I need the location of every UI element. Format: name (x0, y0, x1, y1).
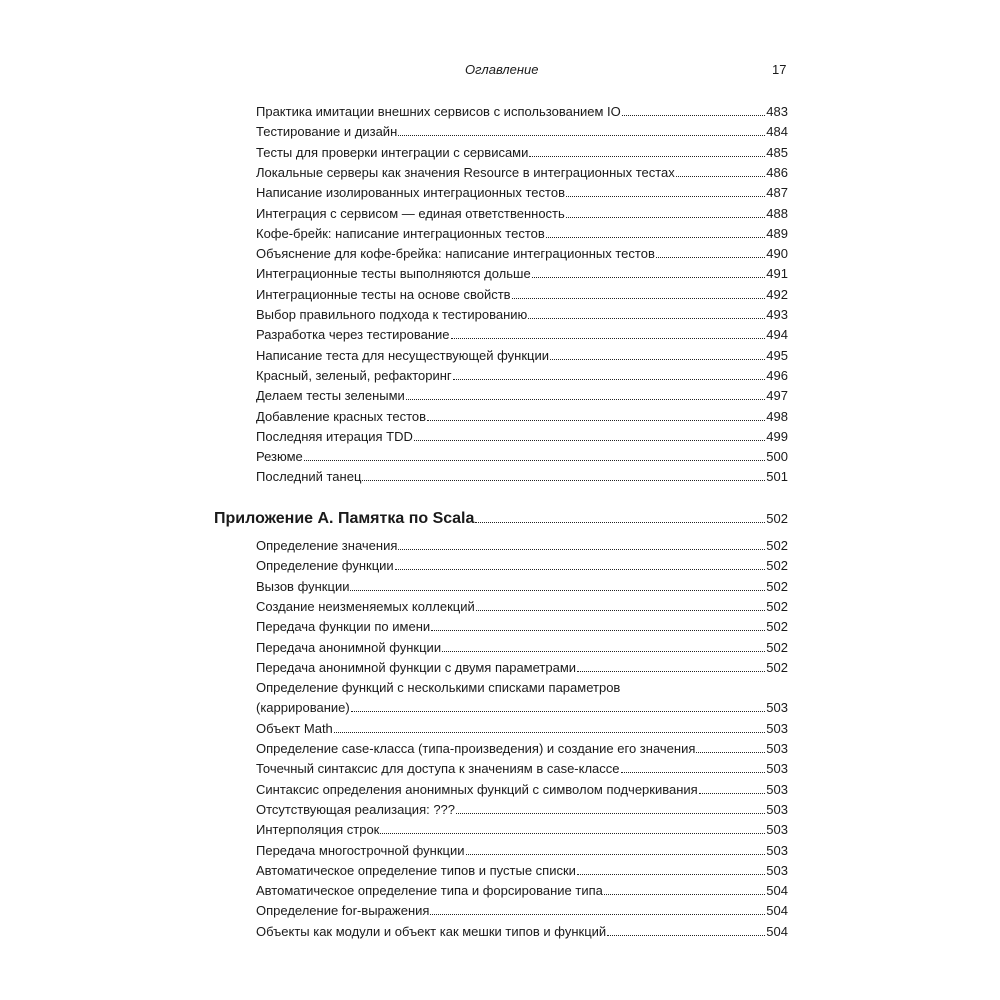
toc-entry (256, 427, 788, 447)
toc-entry-page: 503 (766, 741, 788, 756)
dot-leader (528, 318, 765, 319)
dot-leader (656, 257, 765, 258)
toc-entry-page: 495 (766, 347, 788, 363)
toc-entry (256, 264, 788, 284)
toc-entry-page: 502 (766, 511, 788, 526)
toc-entry-label: Интеграция с сервисом — единая ответственность (256, 205, 565, 221)
toc-entry-page: 502 (766, 598, 788, 614)
dot-leader (453, 379, 766, 380)
toc-entry (256, 719, 788, 739)
dot-leader (566, 217, 766, 218)
toc-entry-label: Интеграционные тесты на основе свойств (256, 286, 511, 302)
toc-entry (256, 366, 788, 386)
toc-entry-page: 502 (766, 639, 788, 655)
toc-entry-page: 503 (766, 842, 788, 858)
toc-entry-page: 502 (766, 538, 788, 553)
toc-entry-page: 502 (766, 619, 788, 635)
dot-leader (476, 610, 766, 611)
toc-entry-page: 502 (766, 558, 788, 574)
toc-entry-page: 499 (766, 428, 788, 444)
toc-entry-page: 502 (766, 578, 788, 594)
toc-entry-label-line1: Определение функций с несколькими списками параметров (256, 680, 621, 696)
toc-entry-label: Делаем тесты зелеными (256, 388, 405, 404)
toc-entry-label: Передача многострочной функции (256, 842, 465, 858)
toc-entry-page: 503 (766, 801, 788, 817)
toc-entry-page: 494 (766, 327, 788, 343)
toc-entry-label: Передача анонимной функции с двумя параметрами (256, 659, 577, 675)
toc-entry-label: Выбор правильного подхода к тестированию (256, 307, 528, 322)
toc-entry-label: Объяснение для кофе-брейка: написание интеграционных тестов (256, 246, 655, 262)
toc-entry-label: Добавление красных тестов (256, 408, 427, 424)
toc-entry (256, 407, 788, 427)
toc-entry-label: Приложение A. Памятка по Scala (214, 510, 475, 527)
toc-entry-page: 487 (766, 185, 788, 201)
toc-entry-label-line2: (каррирование) (256, 700, 350, 716)
toc-entry-label: Автоматическое определение типов и пустые списки (256, 862, 576, 878)
dot-leader (546, 237, 766, 238)
toc-entry-label: Кофе-брейк: написание интеграционных тестов (256, 225, 545, 241)
toc-entry-page: 500 (766, 449, 788, 465)
toc-entry (256, 325, 788, 345)
toc-entry (256, 536, 788, 556)
toc-entry-label: Вызов функции (256, 578, 350, 594)
toc-entry-label: Разработка через тестирование (256, 327, 450, 343)
dot-leader (362, 480, 765, 481)
toc-entry-page: 501 (766, 469, 788, 485)
dot-leader (406, 399, 766, 400)
toc-entry (256, 820, 788, 840)
toc-entry-label: Объекты как модули и объект как мешки типов и функций (256, 923, 607, 939)
dot-leader (334, 732, 766, 733)
toc-entry-page: 503 (766, 700, 788, 716)
toc-entry-label: Интерполяция строк (256, 822, 380, 838)
toc-entry-label: Передача анонимной функции (256, 639, 442, 655)
toc-entry-label: Определение значения (256, 538, 398, 553)
toc-entry (256, 346, 788, 366)
dot-leader (350, 590, 765, 591)
toc-entry-label: Определение функции (256, 558, 394, 574)
toc-entry-page: 503 (766, 781, 788, 797)
toc-entry-label: Определение for-выражения (256, 903, 430, 919)
dot-leader (398, 549, 765, 550)
toc-entry (256, 143, 788, 163)
toc-entry (256, 163, 788, 183)
toc-entry-page: 502 (766, 659, 788, 675)
toc-entry (256, 183, 788, 203)
toc-entry (256, 204, 788, 224)
toc-entry (256, 244, 788, 264)
toc-entry-page: 496 (766, 367, 788, 383)
dot-leader (532, 277, 766, 278)
dot-leader (676, 176, 766, 177)
dot-leader (607, 935, 765, 936)
toc-entry-page: 504 (766, 903, 788, 919)
toc-entry-page: 488 (766, 205, 788, 221)
toc-entry-label: Тестирование и дизайн (256, 124, 398, 140)
dot-leader (512, 298, 766, 299)
running-title: Оглавление (465, 62, 539, 77)
dot-leader (380, 833, 765, 834)
toc-entry-label: Резюме (256, 449, 303, 465)
toc-entry-label: Локальные серверы как значения Resource в интеграционных тестах (256, 164, 675, 180)
toc-entry-label: Написание изолированных интеграционных тестов (256, 185, 565, 201)
dot-leader (696, 752, 765, 753)
dot-leader (427, 420, 765, 421)
toc-entry-page: 485 (766, 144, 788, 160)
toc-entry-page: 493 (766, 307, 788, 322)
dot-leader (466, 854, 766, 855)
toc-entry-label: Определение case-класса (типа-произведения) и создание его значения (256, 741, 696, 756)
toc-entry (256, 224, 788, 244)
toc-entry (256, 556, 788, 576)
toc-entry-page: 503 (766, 862, 788, 878)
page-number: 17 (772, 62, 787, 77)
toc-entry-page: 483 (766, 104, 788, 119)
toc-entry (256, 759, 788, 779)
toc-entry-label: Последний танец (256, 469, 362, 485)
toc-entry (256, 698, 788, 718)
dot-leader (431, 630, 765, 631)
toc-entry-label: Красный, зеленый, рефакторинг (256, 367, 452, 383)
toc-entry-label: Синтаксис определения анонимных функций с символом подчеркивания (256, 781, 698, 797)
toc-entry-page: 498 (766, 408, 788, 424)
toc-entry (256, 881, 788, 901)
toc-entry (256, 861, 788, 881)
toc-entry (256, 780, 788, 800)
toc-entry-label: Отсутствующая реализация: ??? (256, 801, 456, 817)
toc-entry-label: Автоматическое определение типа и форсирование типа (256, 883, 603, 899)
toc-entry-page: 492 (766, 286, 788, 302)
toc-entry (256, 386, 788, 406)
page-header (0, 62, 1000, 82)
toc-entry-page: 484 (766, 124, 788, 140)
toc-chapter-entry (214, 510, 788, 528)
toc-entry-page: 486 (766, 164, 788, 180)
toc-entry-page: 503 (766, 822, 788, 838)
dot-leader (456, 813, 765, 814)
dot-leader (395, 569, 766, 570)
dot-leader (475, 522, 765, 523)
dot-leader (398, 135, 765, 136)
dot-leader (699, 793, 766, 794)
dot-leader (577, 671, 765, 672)
dot-leader (414, 440, 765, 441)
toc-entry (256, 922, 788, 942)
toc-entry-page: 503 (766, 720, 788, 736)
dot-leader (351, 711, 766, 712)
toc-entry-page: 489 (766, 225, 788, 241)
toc-entry (256, 901, 788, 921)
dot-leader (621, 772, 766, 773)
toc-entry-label: Практика имитации внешних сервисов с использованием IO (256, 104, 621, 119)
toc-entry-label: Передача функции по имени (256, 619, 431, 635)
dot-leader (550, 359, 765, 360)
toc-entry-page: 503 (766, 761, 788, 777)
toc-entry-label: Написание теста для несуществующей функции (256, 347, 549, 363)
dot-leader (577, 874, 765, 875)
dot-leader (604, 894, 765, 895)
toc-entry (256, 841, 788, 861)
toc-entry-page: 497 (766, 388, 788, 404)
toc-entry (256, 739, 788, 759)
toc-entry-label: Последняя итерация TDD (256, 428, 413, 444)
toc-entry-label: Точечный синтаксис для доступа к значениям в case-классе (256, 761, 620, 777)
dot-leader (430, 914, 765, 915)
toc-entry (256, 617, 788, 637)
toc-entry-page: 491 (766, 266, 788, 282)
dot-leader (304, 460, 766, 461)
dot-leader (529, 156, 765, 157)
toc-entry (256, 597, 788, 617)
dot-leader (622, 115, 766, 116)
toc-entry (256, 305, 788, 325)
dot-leader (451, 338, 766, 339)
toc-entry-page: 490 (766, 246, 788, 262)
toc-entry (256, 285, 788, 305)
toc-entry (256, 447, 788, 467)
toc-entry-page: 504 (766, 883, 788, 899)
toc-entry (256, 467, 788, 487)
toc-entry (256, 577, 788, 597)
toc-entry-label: Интеграционные тесты выполняются дольше (256, 266, 531, 282)
toc-entry (256, 658, 788, 678)
toc-entry-label: Объект Math (256, 720, 333, 736)
toc-entry (256, 122, 788, 142)
dot-leader (442, 651, 765, 652)
toc-entry-label: Создание неизменяемых коллекций (256, 598, 475, 614)
toc-entry-page: 504 (766, 923, 788, 939)
toc-entry (256, 102, 788, 122)
dot-leader (566, 196, 765, 197)
toc-entry-label: Тесты для проверки интеграции с сервисами (256, 144, 529, 160)
toc-entry (256, 800, 788, 820)
toc-entry (256, 638, 788, 658)
